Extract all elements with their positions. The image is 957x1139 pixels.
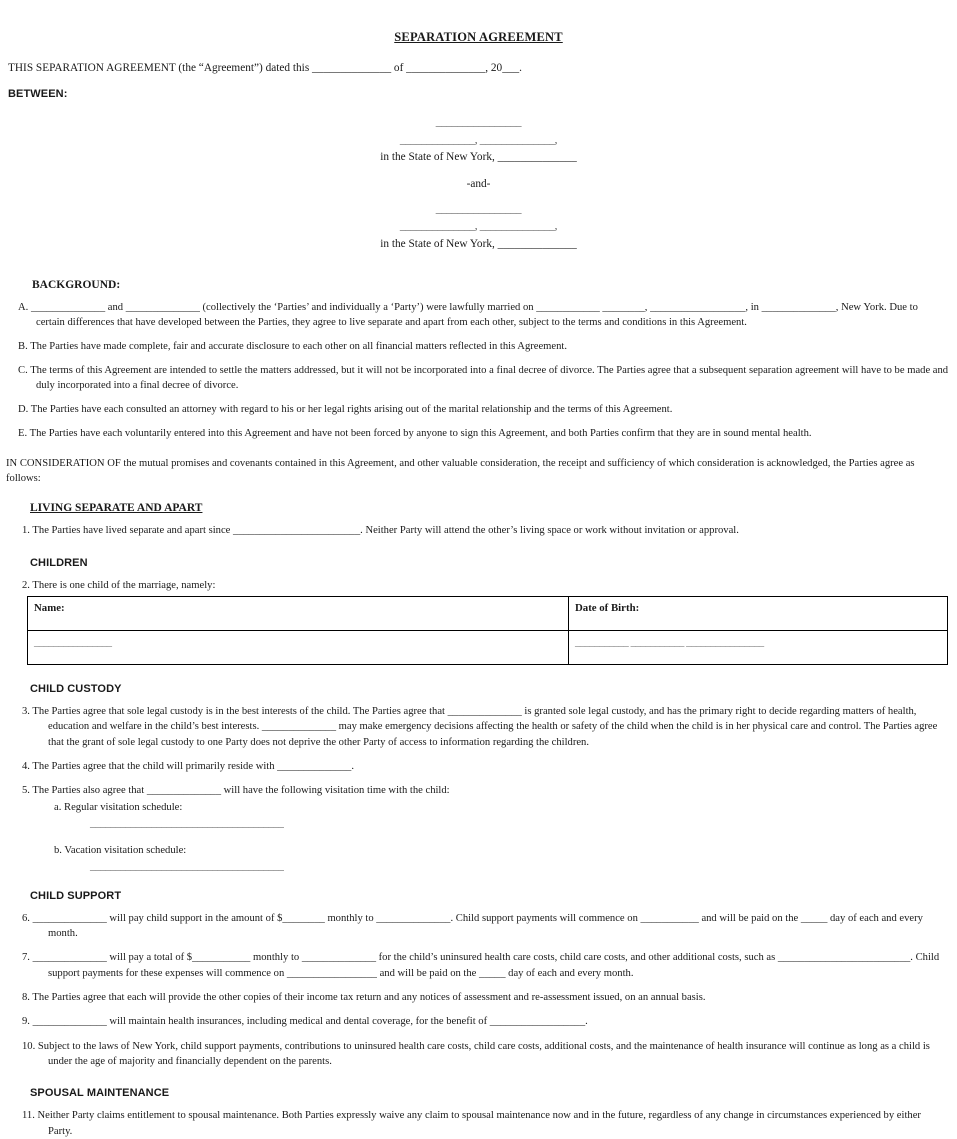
party-one-state-line: in the State of New York, ______________ [380,151,577,163]
background-item-e-label: E. [18,428,28,440]
background-item-a-label: A. [18,302,29,313]
clause-5-sub-a [0,800,957,816]
clause-8-text: The Parties agree that each will provide the other copies of their income tax return and any notices of assessment and re-assessment issued, on an annual basis. [32,992,706,1004]
party-two-name-blank: ________________ [435,202,522,215]
background-item-d-label: D. [18,404,29,416]
clause-2-label: 2. [22,579,30,591]
clause-4-label: 4. [22,761,30,773]
background-item-a [0,300,957,330]
party-two-address-blank: ______________, ______________, [399,220,558,232]
clause-7 [0,950,957,981]
document-page [0,30,957,1137]
table-cell-name[interactable] [28,631,569,665]
table-header-name-label: Name: [34,602,65,614]
clause-5-sub-b [0,843,957,859]
clause-3 [0,704,957,750]
clause-7-text: ______________ will pay a total of $___________ monthly to ______________ for the child’s uninsured health care costs, child care costs, and other additional costs, such as _________________________. Child support payments for these expenses will commence on _________________ and will be paid on the _____ day of each and every month. [32,952,940,979]
background-item-b-label: B. [18,341,28,353]
clause-6-text: ______________ will pay child support in the amount of $________ monthly to ______________. Child support payments will commence on ___________ and will be paid on the _____ day of each and every month. [32,912,923,939]
clause-5-label: 5. [22,785,30,797]
clause-5-sub-b-text: Vacation visitation schedule: [64,844,187,856]
clause-1-label: 1. [22,525,30,537]
clause-7-label: 7. [22,952,30,964]
background-item-d [0,402,957,417]
clause-5-sub-a-rule[interactable]: ______________________________________ [90,817,284,829]
clause-5-text: The Parties also agree that ______________ will have the following visitation time with the child: [32,785,450,797]
party-two-block [0,201,957,254]
table-header-row [28,597,948,631]
intro-paragraph: THIS SEPARATION AGREEMENT (the “Agreement”) dated this ______________ of ______________, 20___. [8,62,522,74]
clause-2 [0,578,957,593]
clause-10 [0,1039,957,1070]
clause-8 [0,990,957,1005]
clause-1-text: The Parties have lived separate and apart since ________________________. Neither Party will attend the other’s living space or work without invitation or approval. [32,525,739,537]
background-item-d-text: The Parties have each consulted an attorney with regard to his or her legal rights arising out of the marital relationship and the terms of this Agreement. [30,404,673,416]
page-title: SEPARATION AGREEMENT [394,30,563,44]
clause-6-label: 6. [22,912,30,924]
parties-connector: -and- [466,177,491,190]
party-one-block [0,114,957,167]
background-item-a-text: ______________ and ______________ (collectively the ‘Parties’ and individually a ‘Party’) were lawfully married on ____________ ________, __________________, in ______________, New York. Due to certain differences that have developed between the Parties, they agree to live separate and apart from each other, subject to the terms and conditions in this Agreement. [30,302,918,329]
section-heading-child-custody: CHILD CUSTODY [30,683,122,695]
clause-9-text: ______________ will maintain health insurances, including medical and dental coverage, for the benefit of __________________. [32,1016,588,1028]
consideration-paragraph: IN CONSIDERATION OF the mutual promises and covenants contained in this Agreement, and other valuable consideration, the receipt and sufficiency of which consideration is acknowledged, the Parties agree as follows: [6,458,915,485]
section-heading-child-support: CHILD SUPPORT [30,889,122,902]
clause-2-text: There is one child of the marriage, namely: [32,579,216,591]
clause-4-text: The Parties agree that the child will primarily reside with ______________. [32,761,354,773]
table-cell-dob-blank: ___________ ___________ ________________ [575,637,764,648]
table-cell-name-blank: ________________ [34,637,112,648]
table-row [28,631,948,665]
section-heading-living-separate: LIVING SEPARATE AND APART [30,502,203,515]
clause-5-sub-a-text: Regular visitation schedule: [64,801,183,813]
clause-5 [0,783,957,798]
clause-3-text: The Parties agree that sole legal custody is in the best interests of the child. The Parties agree that ______________ is granted sole legal custody, and has the primary right to decide regarding matters of health, education and welfare in the child’s best interests. ______________ may make emergency decisions affecting the health or safety of the child when the child is in her physical care and control. The Parties agree that the grant of sole legal custody to one Party does not deprive the other Party of access to information regarding the children. [32,706,938,748]
table-cell-dob[interactable] [569,631,948,665]
section-heading-spousal-maintenance: SPOUSAL MAINTENANCE [30,1087,170,1100]
background-heading: BACKGROUND: [32,279,121,291]
clause-8-label: 8. [22,992,30,1004]
party-two-state-line: in the State of New York, ______________ [380,237,577,250]
clause-3-label: 3. [22,706,30,717]
party-one-address-blank: ______________, ______________, [399,133,558,146]
clause-11-text: Neither Party claims entitlement to spousal maintenance. Both Parties expressly waive any claim to spousal maintenance now and in the future, regardless of any change in circumstances experienced by either Party. [37,1110,921,1137]
clause-10-label: 10. [22,1040,36,1052]
background-item-c-label: C. [18,365,28,377]
background-item-b [0,339,957,354]
clause-6 [0,911,957,942]
clause-11 [0,1108,957,1139]
background-item-c [0,363,957,393]
background-item-c-text: The terms of this Agreement are intended to settle the matters addressed, but it will not be incorporated into a final decree of divorce. The Parties agree that a subsequent separation agreement will have to be made and duly incorporated into a final decree of divorce. [30,365,949,392]
clause-5-sub-a-label: a. [54,801,62,813]
background-item-e-text: The Parties have each voluntarily entered into this Agreement and have not been forced by anyone to sign this Agreement, and both Parties confirm that they are in sound mental health. [29,428,812,440]
clause-11-label: 11. [22,1110,35,1122]
background-item-b-text: The Parties have made complete, fair and accurate disclosure to each other on all financial matters reflected in this Agreement. [30,341,568,353]
clause-5-sub-b-label: b. [54,844,62,856]
clause-5-sub-b-rule[interactable]: ______________________________________ [90,860,284,872]
children-table [27,596,948,665]
clause-9 [0,1014,957,1029]
clause-4 [0,759,957,774]
clause-9-label: 9. [22,1016,30,1028]
party-one-name-blank: ________________ [435,116,522,128]
clause-10-text: Subject to the laws of New York, child support payments, contributions to uninsured health care costs, child care costs, additional costs, and the maintenance of health insurance will continue as long as a child is under the age of majority and financially dependent on the parents. [37,1040,930,1068]
background-item-e [0,426,957,441]
table-header-name [28,597,569,631]
clause-1 [0,523,957,538]
table-header-dob [569,597,948,631]
section-heading-children: CHILDREN [30,556,88,569]
between-label: BETWEEN: [8,88,68,100]
table-header-dob-label: Date of Birth: [575,602,640,614]
